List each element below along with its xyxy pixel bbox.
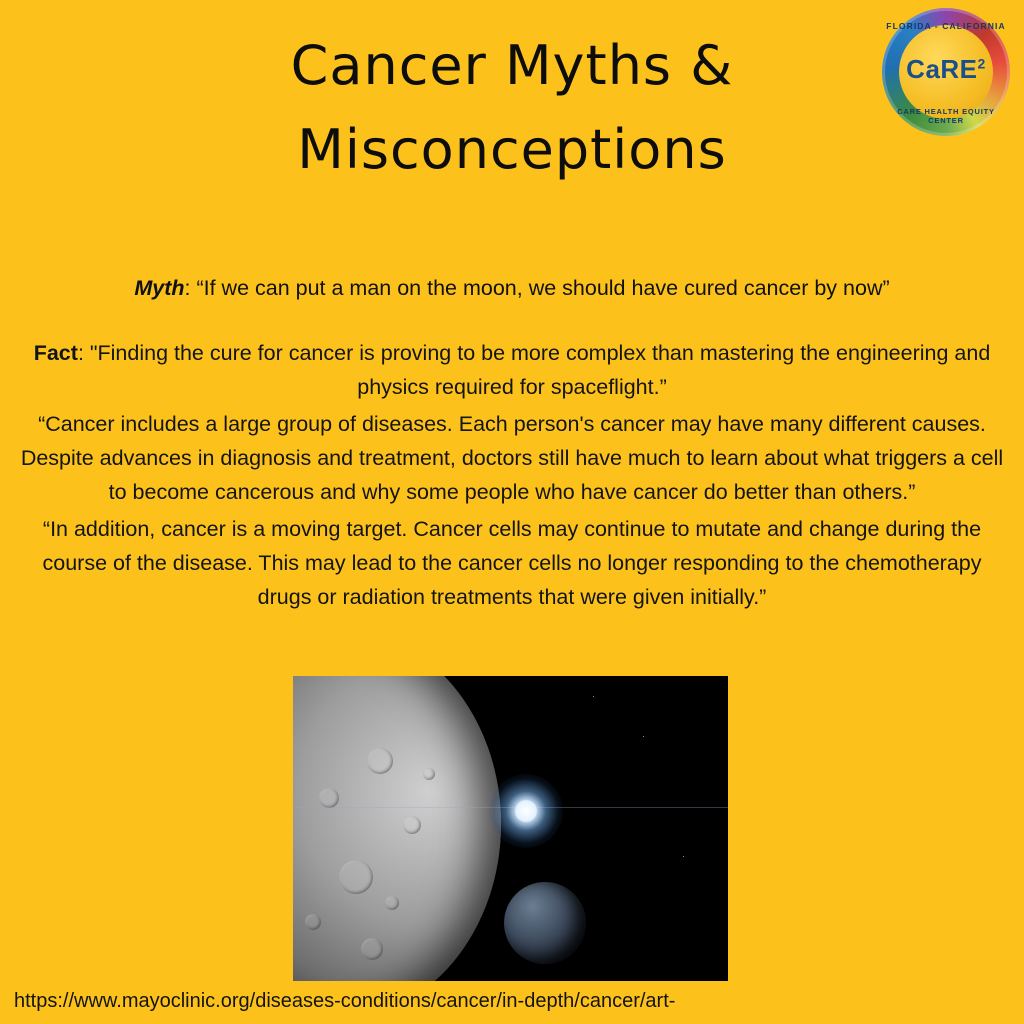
crater (305, 914, 321, 930)
page-title-line-2: Misconceptions (297, 117, 727, 181)
logo-wordmark-superscript: 2 (977, 55, 986, 72)
logo-wordmark (882, 54, 1010, 85)
fact-quote-2: “In addition, cancer is a moving target. Cancer cells may continue to mutate and change during the course of the disease. This may lead to the cancer cells no longer responding to the chemotherapy drugs or radiation treatments that were given initially.” (42, 516, 982, 610)
crater (385, 896, 399, 910)
logo-arc-top-text: FLORIDA - CALIFORNIA (886, 21, 1006, 31)
crater (403, 816, 421, 834)
content-body (18, 250, 1006, 615)
fact-label: Fact (33, 340, 78, 365)
crater (367, 748, 393, 774)
sun-flare-core (515, 800, 537, 822)
crater (423, 768, 435, 780)
fact-statement (18, 336, 1006, 405)
crater (319, 788, 339, 808)
logo-arc-bottom-text: CARE HEALTH EQUITY CENTER (897, 107, 995, 125)
star-icon (643, 736, 644, 737)
earth-sphere (504, 882, 586, 964)
page-title (0, 24, 1024, 191)
star-icon (593, 696, 594, 697)
moon-photo (293, 676, 728, 981)
care-logo (882, 8, 1010, 136)
fact-quote-1: “Cancer includes a large group of diseases. Each person's cancer may have many different causes. Despite advances in diagnosis and treatment, doctors still have much to learn about what triggers a cell to become cancerous and why some people who have cancer do better than others.” (20, 411, 1004, 505)
logo-wordmark-text: CaRE (906, 54, 978, 85)
myth-text: : “If we can put a man on the moon, we should have cured cancer by now” (184, 275, 890, 300)
star-icon (683, 856, 684, 857)
myth-statement (18, 272, 1006, 304)
moon-surface (293, 676, 501, 981)
crater (361, 938, 383, 960)
page-title-line-1: Cancer Myths & (290, 34, 734, 97)
crater (339, 860, 373, 894)
source-url[interactable]: https://www.mayoclinic.org/diseases-conditions/cancer/in-depth/cancer/art- (14, 990, 676, 1012)
myth-label: Myth (134, 275, 185, 300)
fact-text: : "Finding the cure for cancer is proving to be more complex than mastering the engineering and physics required for spaceflight.” (77, 340, 991, 400)
